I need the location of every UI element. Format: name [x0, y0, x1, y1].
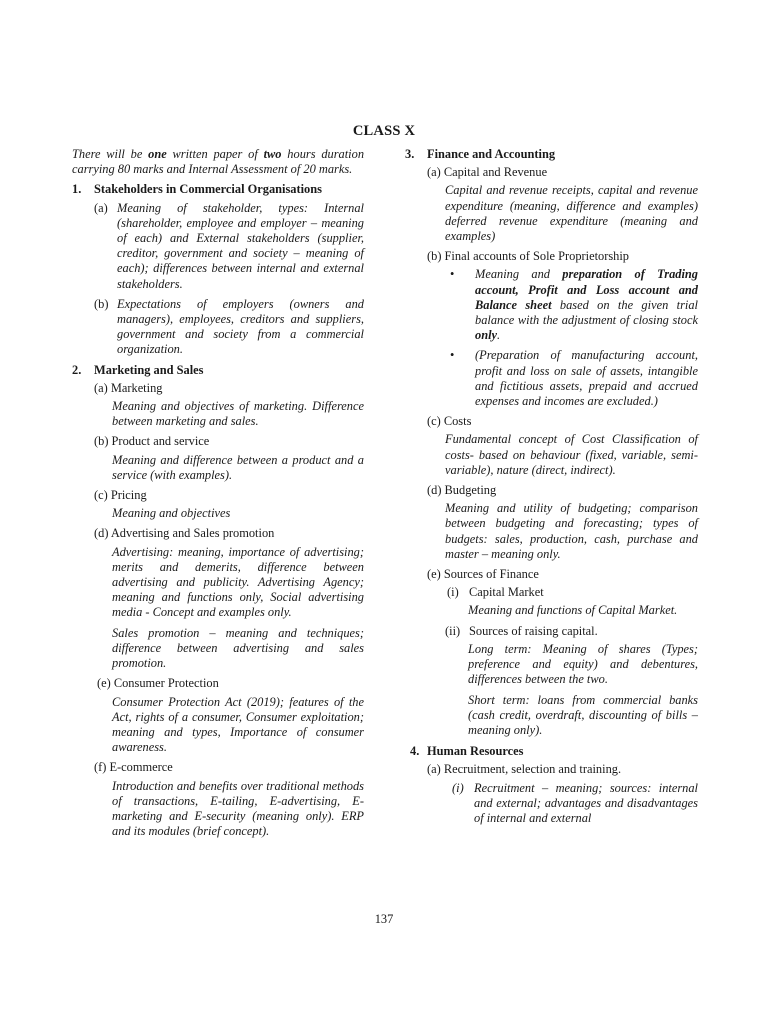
section-2-heading: 2. Marketing and Sales [72, 362, 204, 377]
costs-text: Fundamental concept of Cost Classification of costs- based on behaviour (fixed, variable, semi-variable), nature (direct, indirect). [445, 432, 698, 477]
product-service-subheading: (b) Product and service [94, 434, 210, 449]
pricing-subheading: (c) Pricing [94, 488, 147, 503]
consumer-protection-text: Consumer Protection Act (2019); features of the Act, rights of a consumer, Consumer exploitation; meaning and types, Importance of consumer awareness. [112, 694, 364, 755]
section-1-item-a: (a) Meaning of stakeholder, types: Internal (shareholder, employee and employer – meaning of each) and External stakeholders (supplier, creditor, government and society – meaning of each); differences between internal and external stakeholders. [94, 200, 364, 291]
page-title: CLASS X [352, 123, 416, 139]
section-1-heading: 1. Stakeholders in Commercial Organisations [72, 182, 322, 197]
consumer-protection-subheading: (e) Consumer Protection [97, 676, 219, 691]
short-term-text: Short term: loans from commercial banks (cash credit, overdraft, discounting of bills – meaning only). [468, 692, 698, 737]
section-1-item-b: (b) Expectations of employers (owners and managers), employees, creditors and suppliers, government and society from a commercial organization. [94, 296, 364, 357]
sources-raising-capital-item: (ii) Sources of raising capital. [445, 623, 598, 638]
page-number: 137 [374, 912, 394, 926]
advertising-text: Advertising: meaning, importance of advertising; merits and demerits, difference between advertising and publicity. Advertising Agency; meaning and functions only, Social advertising media - Concept and examples only. [112, 544, 364, 620]
final-accounts-bullet-2: • (Preparation of manufacturing account, profit and loss on sale of assets, intangible and fictitious assets, prepaid and accrued expenses and incomes are excluded.) [450, 348, 698, 409]
capital-revenue-text: Capital and revenue receipts, capital and revenue expenditure (meaning, difference and examples) deferred revenue expenditure (meaning and examples) [445, 183, 698, 244]
pricing-text: Meaning and objectives [112, 506, 231, 521]
ecommerce-text: Introduction and benefits over traditional methods of transactions, E-tailing, E-advertising, E-marketing and E-security (meaning only). ERP and its modules (brief concept). [112, 778, 364, 839]
capital-market-text: Meaning and functions of Capital Market. [468, 603, 678, 618]
left-column [72, 147, 364, 844]
ecommerce-subheading: (f) E-commerce [94, 760, 173, 775]
budgeting-subheading: (d) Budgeting [427, 483, 497, 498]
budgeting-text: Meaning and utility of budgeting; comparison between budgeting and forecasting; types of budgets: sales, production, cash, purchase and master – meaning only. [445, 501, 698, 561]
marketing-subheading: (a) Marketing [94, 380, 163, 395]
capital-market-item: (i) Capital Market [447, 585, 544, 600]
costs-subheading: (c) Costs [427, 414, 472, 429]
sources-finance-subheading: (e) Sources of Finance [427, 567, 539, 582]
bullet-icon: • [450, 267, 455, 282]
bullet-icon: • [450, 348, 455, 363]
advertising-subheading: (d) Advertising and Sales promotion [94, 526, 275, 541]
capital-revenue-subheading: (a) Capital and Revenue [427, 165, 548, 180]
recruitment-subheading: (a) Recruitment, selection and training. [427, 762, 622, 777]
product-service-text: Meaning and difference between a product and a service (with examples). [112, 452, 364, 482]
recruitment-item: (i) Recruitment – meaning; sources: internal and external; advantages and disadvantages of internal and external [452, 780, 698, 825]
long-term-text: Long term: Meaning of shares (Types; preference and equity) and debentures, differences between the two. [468, 641, 698, 687]
right-column [405, 147, 698, 829]
final-accounts-subheading: (b) Final accounts of Sole Proprietorship [427, 249, 630, 264]
marketing-text: Meaning and objectives of marketing. Difference between marketing and sales. [112, 399, 364, 429]
sales-promotion-text: Sales promotion – meaning and techniques; difference between advertising and sales promotion. [112, 625, 364, 671]
final-accounts-bullet-1: • Meaning and preparation of Trading account, Profit and Loss account and Balance sheet based on the given trial balance with the adjustment of closing stock only. [450, 267, 698, 343]
section-3-heading: 3. Finance and Accounting [405, 147, 556, 161]
intro-paragraph: There will be one written paper of two hours duration carrying 80 marks and Internal Assessment of 20 marks. [72, 147, 365, 177]
section-4-heading: 4. Human Resources [410, 744, 524, 759]
